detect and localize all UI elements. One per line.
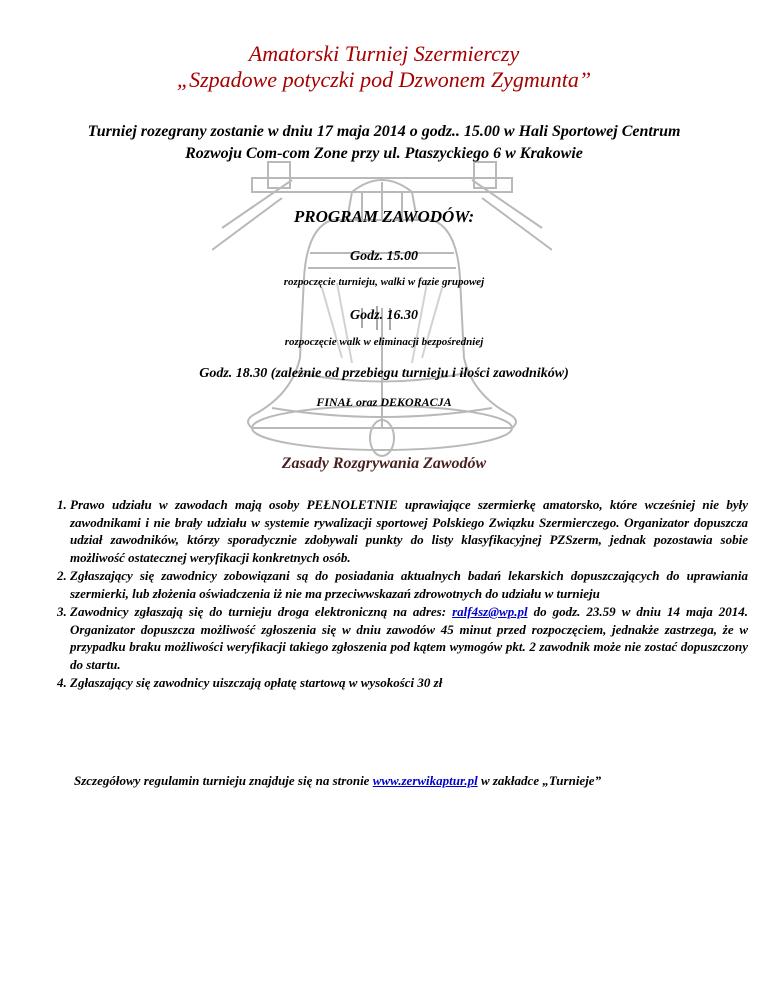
rule-3-text-before: Zawodnicy zgłaszają się do turnieju droga elektroniczną na adres: [70, 604, 453, 619]
website-link[interactable]: www.zerwikaptur.pl [372, 773, 478, 788]
title-line-2: „Szpadowe potyczki pod Dzwonem Zygmunta” [176, 67, 592, 92]
intro-line-1: Turniej rozegrany zostanie w dniu 17 maja 2014 o godz.. 15.00 w Hali Sportowej Centrum [87, 123, 681, 140]
rules-list [46, 496, 748, 693]
rule-item-2: 2. Zgłaszający się zawodnicy zobowiązani są do posiadania aktualnych badań lekarskich dopuszczających do uprawiania szermierki, lub złożenia oświadczenia iż nie ma przeciwwskazań zdrowotnych do udziału w turnieju [70, 567, 748, 602]
program-time-1: Godz. 15.00 [349, 249, 419, 264]
rule-item-4: 4. Zgłaszający się zawodnicy uiszczają opłatę startową w wysokości 30 zł [70, 674, 748, 692]
intro-paragraph [0, 121, 768, 165]
footer-text-after: w zakładce „Turnieje” [477, 773, 602, 788]
program-desc-2: rozpoczęcie walk w eliminacji bezpośredniej [284, 336, 484, 348]
program-time-2: Godz. 16.30 [349, 308, 419, 323]
intro-line-2: Rozwoju Com-com Zone przy ul. Ptaszyckiego 6 w Krakowie [185, 145, 583, 162]
rule-3-text-after: do godz. 23.59 w dniu 14 maja 2014. Organizator dopuszcza możliwość zgłoszenia się w dniu zawodów 45 minut przed rozpoczęciem, jednakże zastrzega, że w przypadku braku możliwości weryfikacji takiego zgłoszenia pod kątem wymogów pkt. 2 zawodnik może nie zostać dopuszczony do startu. [70, 604, 748, 672]
email-link[interactable]: ralf4sz@wp.pl [452, 604, 528, 619]
program-time-3: Godz. 18.30 (zależnie od przebiegu turnieju i ilości zawodników) [199, 366, 569, 381]
footer-note [74, 773, 734, 789]
footer-text-before: Szczegółowy regulamin turnieju znajduje się na stronie [74, 773, 373, 788]
program-desc-1: rozpoczęcie turnieju, walki w fazie grupowej [283, 276, 485, 288]
title-line-1: Amatorski Turniej Szermierczy [248, 41, 520, 66]
rule-item-3 [70, 603, 748, 673]
rules-heading: Zasady Rozgrywania Zawodów [281, 455, 487, 472]
program-desc-3: FINAŁ oraz DEKORACJA [316, 395, 452, 409]
rule-item-1: 1. Prawo udziału w zawodach mają osoby PEŁNOLETNIE uprawiające szermierkę amatorsko, które wcześniej nie były zawodnikami i nie brały udziału w systemie rywalizacji sportowej Polskiego Związku Szermierczego. Organizator dopuszcza udział zawodników, którzy sporadycznie zdobywali punkty do listy klasyfikacyjnej PZSzerm, jednak pozostawia sobie możliwość ostatecznej weryfikacji konkretnych osób. [70, 496, 748, 566]
program-heading: PROGRAM ZAWODÓW: [293, 207, 475, 226]
